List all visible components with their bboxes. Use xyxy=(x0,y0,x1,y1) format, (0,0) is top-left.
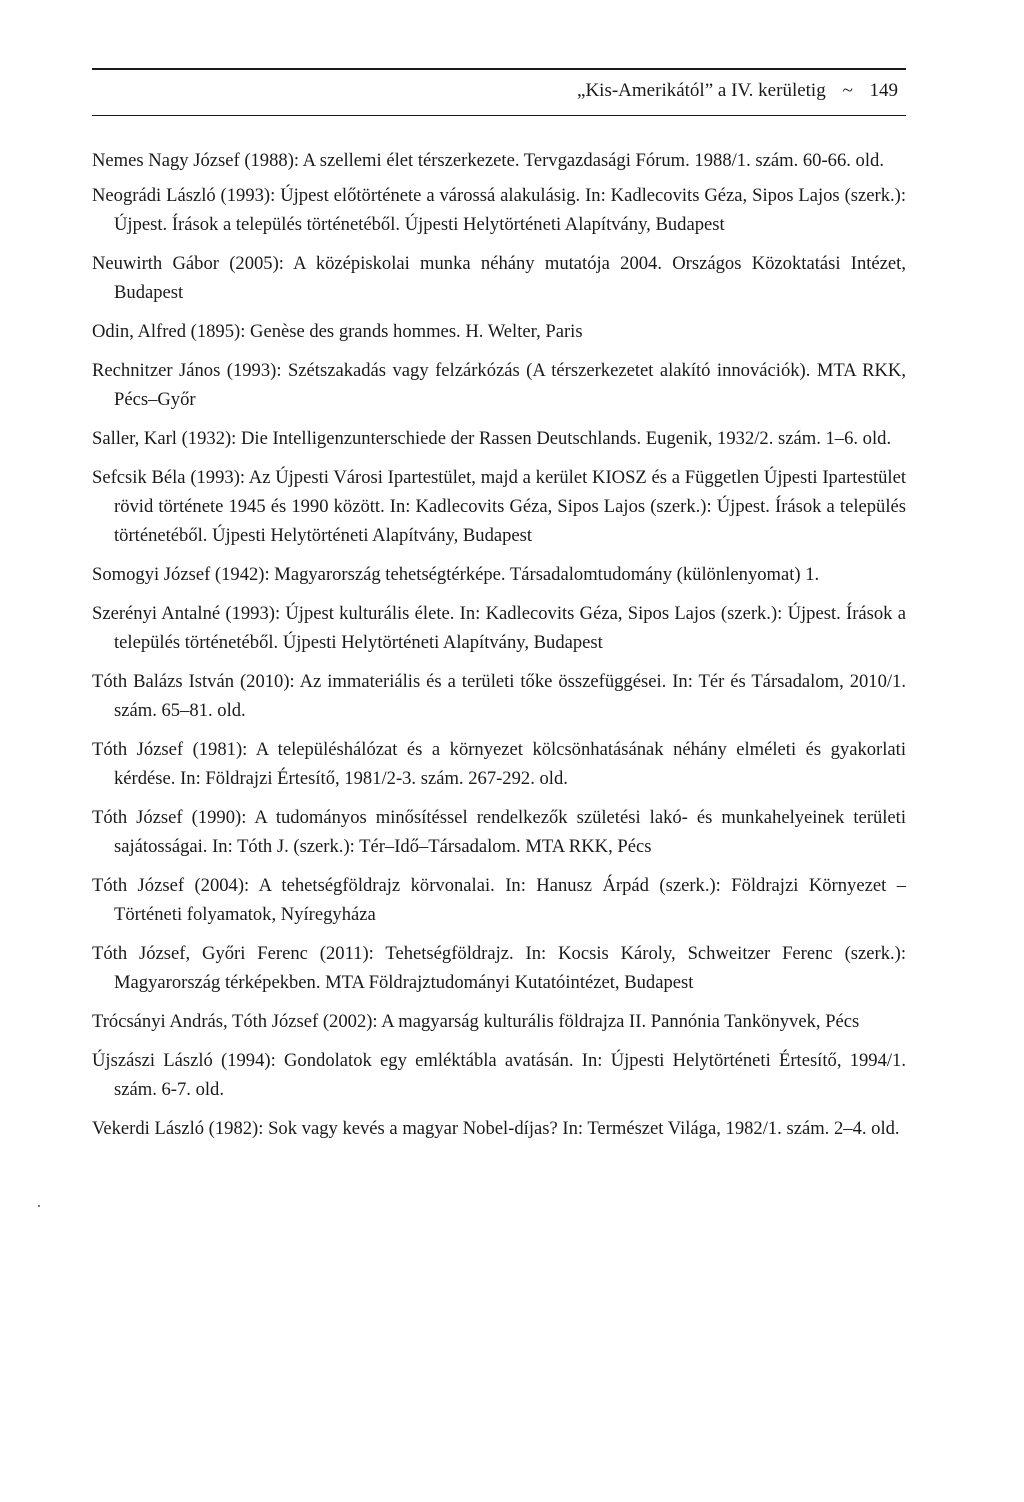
book-page xyxy=(92,68,906,1153)
header-separator: ~ xyxy=(842,80,853,101)
reference-list xyxy=(92,146,906,1143)
reference-entry: Trócsányi András, Tóth József (2002): A magyarság kulturális földrajza II. Pannónia Tankönyvek, Pécs xyxy=(92,1011,860,1032)
reference-entry: Szerényi Antalné (1993): Újpest kulturális élete. In: Kadlecovits Géza, Sipos Lajos (szerk.): Újpest. Írások a település történetéből. Újpesti Helytörténeti Alapítvány, Budapest xyxy=(92,603,906,653)
reference-entry: Nemes Nagy József (1988): A szellemi élet térszerkezete. Tervgazdasági Fórum. 1988/1. szám. 60-66. old. xyxy=(92,150,884,171)
reference-entry: Sefcsik Béla (1993): Az Újpesti Városi Ipartestület, majd a kerület KIOSZ és a Független Újpesti Ipartestület rövid története 1945 és 1990 között. In: Kadlecovits Géza, Sipos Lajos (szerk.): Újpest. Írások a település történetéből. Újpesti Helytörténeti Alapítvány, Budapest xyxy=(92,467,906,546)
reference-entry: Vekerdi László (1982): Sok vagy kevés a magyar Nobel-díjas? In: Természet Világa, 1982/1. szám. 2–4. old. xyxy=(92,1118,900,1139)
running-title: „Kis-Amerikától” a IV. kerületig xyxy=(577,80,826,101)
reference-entry: Tóth József (1981): A településhálózat és a környezet kölcsönhatásának néhány elméleti és gyakorlati kérdése. In: Földrajzi Értesítő, 1981/2-3. szám. 267-292. old. xyxy=(92,739,906,789)
reference-entry: Tóth József (2004): A tehetségföldrajz körvonalai. In: Hanusz Árpád (szerk.): Földrajzi Környezet – Történeti folyamatok, Nyíregyháza xyxy=(92,875,906,925)
reference-entry: Tóth József (1990): A tudományos minősítéssel rendelkezők születési lakó- és munkahelyeinek területi sajátosságai. In: Tóth J. (szerk.): Tér–Idő–Társadalom. MTA RKK, Pécs xyxy=(92,807,906,857)
page-number: 149 xyxy=(869,80,898,101)
reference-entry: Újszászi László (1994): Gondolatok egy emléktábla avatásán. In: Újpesti Helytörténeti Értesítő, 1994/1. szám. 6-7. old. xyxy=(92,1050,906,1100)
reference-entry: Saller, Karl (1932): Die Intelligenzunterschiede der Rassen Deutschlands. Eugenik, 1932/2. szám. 1–6. old. xyxy=(92,428,892,449)
reference-entry: Tóth József, Győri Ferenc (2011): Tehetségföldrajz. In: Kocsis Károly, Schweitzer Ferenc (szerk.): Magyarország térképekben. MTA Földrajztudományi Kutatóintézet, Budapest xyxy=(92,943,906,993)
reference-entry: Odin, Alfred (1895): Genèse des grands hommes. H. Welter, Paris xyxy=(92,321,583,342)
header-rule xyxy=(92,115,906,116)
reference-entry: Neográdi László (1993): Újpest előtörténete a várossá alakulásig. In: Kadlecovits Géza, Sipos Lajos (szerk.): Újpest. Írások a település történetéből. Újpesti Helytörténeti Alapítvány, Budapest xyxy=(92,185,906,235)
reference-entry: Rechnitzer János (1993): Szétszakadás vagy felzárkózás (A térszerkezetet alakító innovációk). MTA RKK, Pécs–Győr xyxy=(92,360,906,410)
reference-entry: Somogyi József (1942): Magyarország tehetségtérképe. Társadalomtudomány (különlenyomat) 1. xyxy=(92,564,820,585)
scan-speck xyxy=(38,1205,40,1207)
running-header xyxy=(92,68,906,110)
reference-entry: Neuwirth Gábor (2005): A középiskolai munka néhány mutatója 2004. Országos Közoktatási Intézet, Budapest xyxy=(92,253,906,303)
reference-entry: Tóth Balázs István (2010): Az immateriális és a területi tőke összefüggései. In: Tér és Társadalom, 2010/1. szám. 65–81. old. xyxy=(92,671,906,721)
